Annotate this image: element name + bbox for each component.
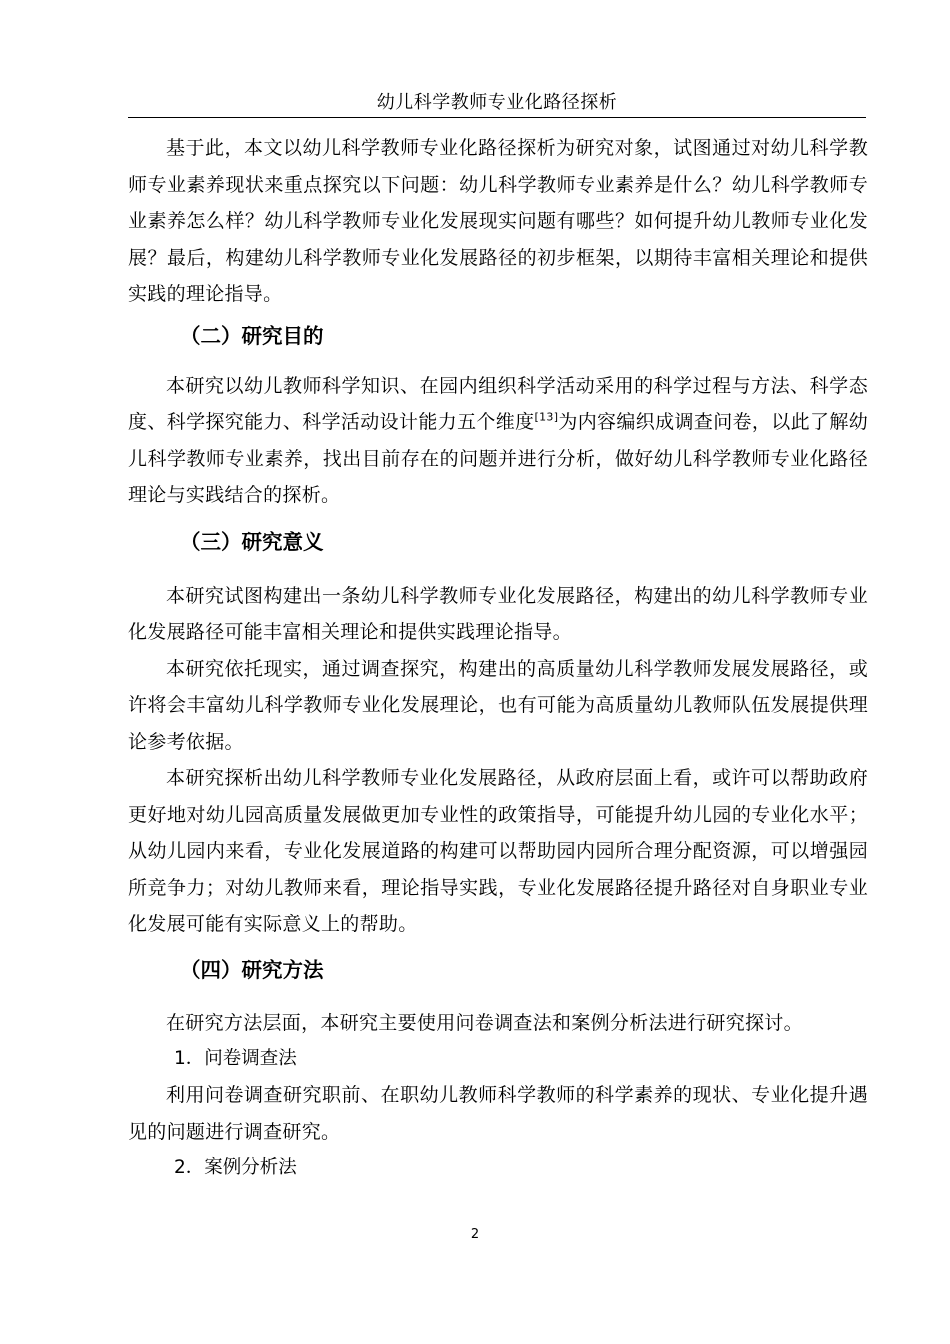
paragraph-purpose-text-a: 本研究以幼儿教师科学知识、在园内组织科学活动采用的科学过程与方法、科学态度、科学探究能力、科学活动设计能力五个维度 (128, 374, 868, 433)
header-divider (128, 117, 866, 118)
paragraph-purpose (128, 368, 868, 514)
section-heading-methods: （四）研究方法 (180, 957, 324, 982)
paragraph-questionnaire: 利用问卷调查研究职前、在职幼儿教师科学教师的科学素养的现状、专业化提升遇见的问题进行调查研究。 (128, 1084, 868, 1143)
running-header: 幼儿科学教师专业化路径探析 (376, 92, 618, 113)
section-heading-purpose: （二）研究目的 (180, 323, 324, 348)
paragraph-intro: 基于此，本文以幼儿科学教师专业化路径探析为研究对象，试图通过对幼儿科学教师专业素养现状来重点探究以下问题：幼儿科学教师专业素养是什么？幼儿科学教师专业素养怎么样？幼儿科学教师专业化发展现实问题有哪些？如何提升幼儿教师专业化发展？最后，构建幼儿科学教师专业化发展路径的初步框架，以期待丰富相关理论和提供实践的理论指导。 (128, 137, 868, 305)
citation-ref[interactable]: [13] (534, 410, 559, 424)
paragraph-significance-1: 本研究试图构建出一条幼儿科学教师专业化发展路径，构建出的幼儿科学教师专业化发展路径可能丰富相关理论和提供实践理论指导。 (128, 584, 868, 643)
paragraph-purpose-text-b: 为内容编织成调查问卷，以此了解幼儿科学教师专业素养，找出目前存在的问题并进行分析，做好幼儿科学教师专业化路径理论与实践结合的探析。 (128, 411, 868, 506)
page-body (128, 130, 868, 1186)
subheading-questionnaire: 1．问卷调查法 (174, 1048, 297, 1069)
paragraph-methods: 在研究方法层面，本研究主要使用问卷调查法和案例分析法进行研究探讨。 (166, 1011, 803, 1034)
page-number: 2 (470, 1227, 480, 1242)
section-heading-significance: （三）研究意义 (180, 529, 324, 554)
paragraph-significance-2: 本研究依托现实，通过调查探究，构建出的高质量幼儿科学教师发展发展路径，或许将会丰富幼儿科学教师专业化发展理论，也有可能为高质量幼儿教师队伍发展提供理论参考依据。 (128, 657, 868, 753)
paragraph-significance-3: 本研究探析出幼儿科学教师专业化发展路径，从政府层面上看，或许可以帮助政府更好地对幼儿园高质量发展做更加专业性的政策指导，可能提升幼儿园的专业化水平；从幼儿园内来看，专业化发展道路的构建可以帮助园内园所合理分配资源，可以增强园所竞争力；对幼儿教师来看，理论指导实践，专业化发展路径提升路径对自身职业专业化发展可能有实际意义上的帮助。 (128, 767, 868, 935)
subheading-case-analysis: 2．案例分析法 (174, 1157, 297, 1178)
